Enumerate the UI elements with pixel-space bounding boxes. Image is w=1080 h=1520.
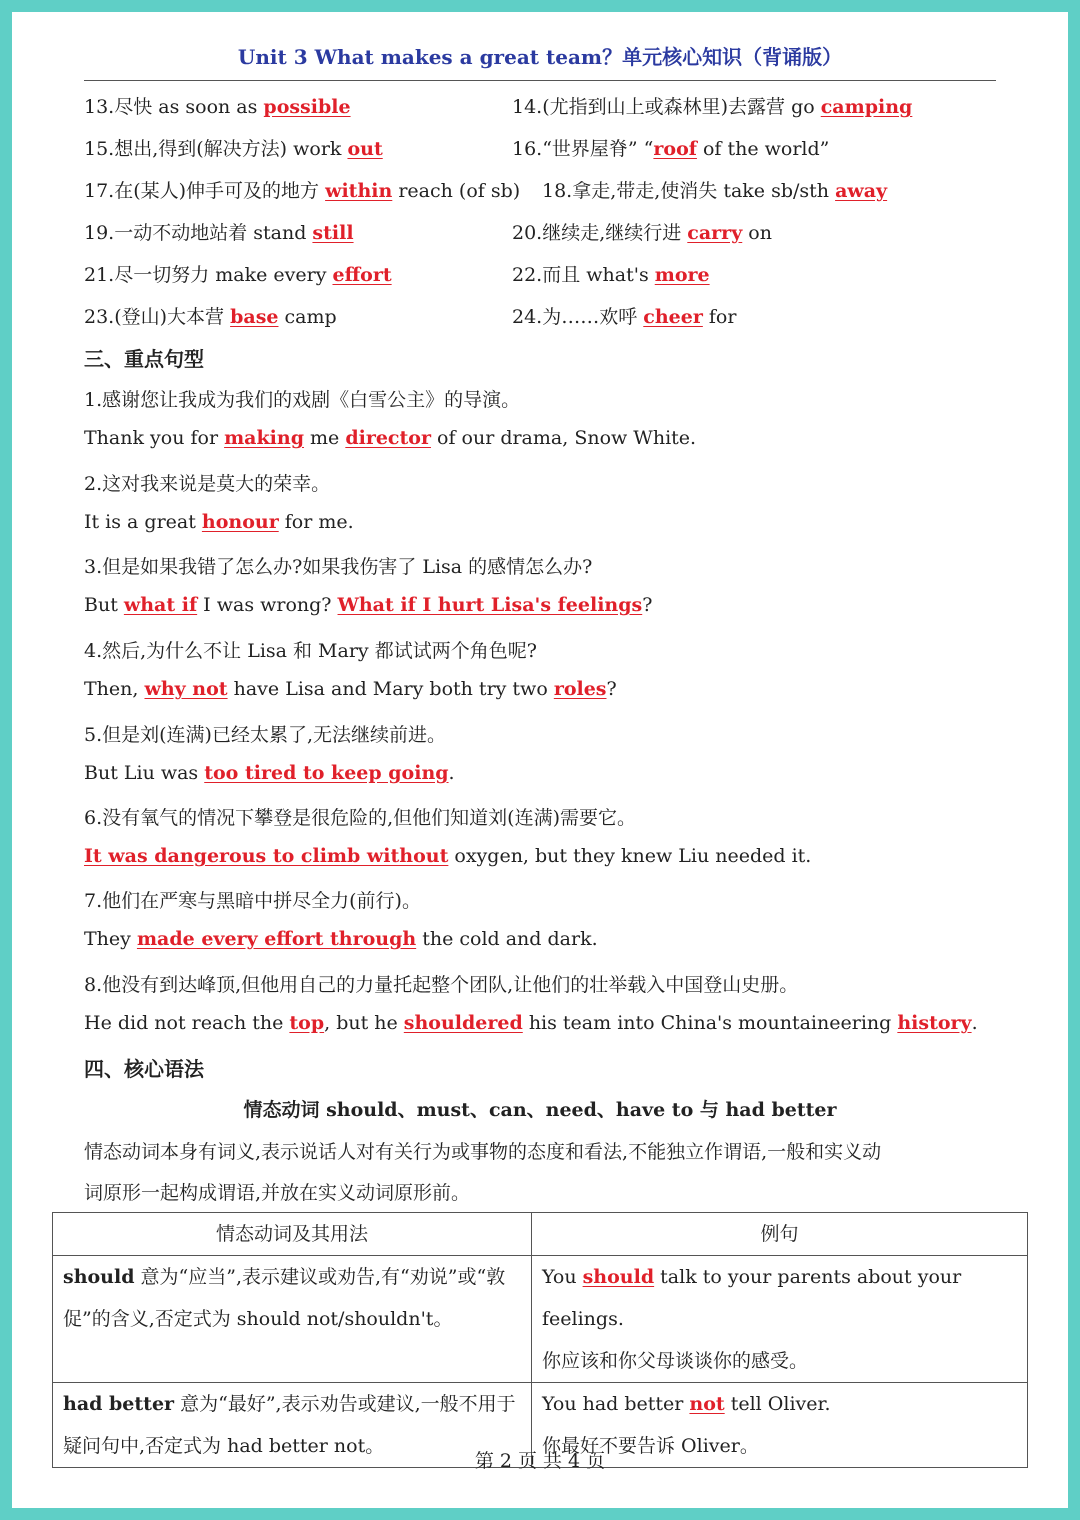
sentence-4-cn: 4.然后,为什么不让 Lisa 和 Mary 都试试两个角色呢?	[84, 640, 537, 662]
sentence-3-cn: 3.但是如果我错了怎么办?如果我伤害了 Lisa 的感情怎么办?	[84, 556, 593, 578]
example-cell-had-better: You had better not tell Oliver. 你最好不要告诉 Oliver。	[532, 1383, 1028, 1468]
example-cell-should: You should talk to your parents about your feelings. 你应该和你父母谈谈你的感受。	[532, 1256, 1028, 1383]
phrase-17: 17.在(某人)伸手可及的地方 within reach (of sb)	[84, 180, 521, 202]
phrase-20: 20.继续走,继续行进 carry on	[512, 222, 772, 244]
grammar-subtitle: 情态动词 should、must、can、need、have to 与 had better	[243, 1099, 837, 1121]
sentence-2-cn: 2.这对我来说是莫大的荣幸。	[84, 473, 331, 495]
sentence-5-cn: 5.但是刘(连满)已经太累了,无法继续前进。	[84, 724, 446, 746]
section-heading-grammar: 四、核心语法	[84, 1057, 204, 1081]
sentence-6-cn: 6.没有氧气的情况下攀登是很危险的,但他们知道刘(连满)需要它。	[84, 807, 636, 829]
usage-cell-had-better: had better 意为“最好”,表示劝告或建议,一般不用于疑问句中,否定式为 had better not。	[53, 1383, 532, 1468]
table-row	[53, 1256, 1028, 1383]
grammar-intro-line1: 情态动词本身有词义,表示说话人对有关行为或事物的态度和看法,不能独立作谓语,一般和实义动	[84, 1141, 882, 1163]
sentence-1-cn: 1.感谢您让我成为我们的戏剧《白雪公主》的导演。	[84, 389, 521, 411]
grammar-intro-line2: 词原形一起构成谓语,并放在实义动词原形前。	[84, 1182, 471, 1204]
document-page	[12, 12, 1068, 1508]
sentence-8-cn: 8.他没有到达峰顶,但他用自己的力量托起整个团队,让他们的壮举载入中国登山史册。	[84, 974, 799, 996]
sentence-7-cn: 7.他们在严寒与黑暗中拼尽全力(前行)。	[84, 890, 421, 912]
table-header-example: 例句	[532, 1213, 1028, 1256]
phrase-23: 23.(登山)大本营 base camp	[84, 306, 337, 328]
table-header-usage: 情态动词及其用法	[53, 1213, 532, 1256]
sentence-2-en: It is a great honour for me.	[84, 511, 354, 533]
phrase-15: 15.想出,得到(解决方法) work out	[84, 138, 383, 160]
sentence-6-en: It was dangerous to climb without oxygen, but they knew Liu needed it.	[84, 845, 812, 867]
usage-cell-should: should 意为“应当”,表示建议或劝告,有“劝说”或“敦促”的含义,否定式为 should not/shouldn't。	[53, 1256, 532, 1383]
sentence-3-en: But what if I was wrong? What if I hurt Lisa's feelings?	[84, 594, 653, 616]
sentence-4-en: Then, why not have Lisa and Mary both try two roles?	[84, 678, 617, 700]
sentence-1-en: Thank you for making me director of our drama, Snow White.	[84, 427, 697, 449]
phrase-14: 14.(尤指到山上或森林里)去露营 go camping	[512, 96, 913, 118]
table-header-row	[53, 1213, 1028, 1256]
sentence-8-en: He did not reach the top, but he shouldered his team into China's mountaineering history.	[84, 1012, 978, 1034]
page-title: Unit 3 What makes a great team？单元核心知识（背诵版）	[237, 45, 843, 69]
page-number: 第 2 页 共 4 页	[474, 1450, 606, 1472]
phrase-18: 18.拿走,带走,使消失 take sb/sth away	[542, 180, 888, 202]
phrase-22: 22.而且 what's more	[512, 264, 710, 286]
header-divider	[84, 80, 996, 81]
phrase-19: 19.一动不动地站着 stand still	[84, 222, 354, 244]
phrase-21: 21.尽一切努力 make every effort	[84, 264, 392, 286]
modal-verb-table	[52, 1212, 1028, 1468]
sentence-5-en: But Liu was too tired to keep going.	[84, 762, 455, 784]
phrase-16: 16.“世界屋脊” “roof of the world”	[512, 138, 830, 160]
sentence-7-en: They made every effort through the cold and dark.	[84, 928, 598, 950]
phrase-24: 24.为……欢呼 cheer for	[512, 306, 737, 328]
section-heading-sentences: 三、重点句型	[84, 347, 204, 371]
phrase-13: 13.尽快 as soon as possible	[84, 96, 351, 118]
